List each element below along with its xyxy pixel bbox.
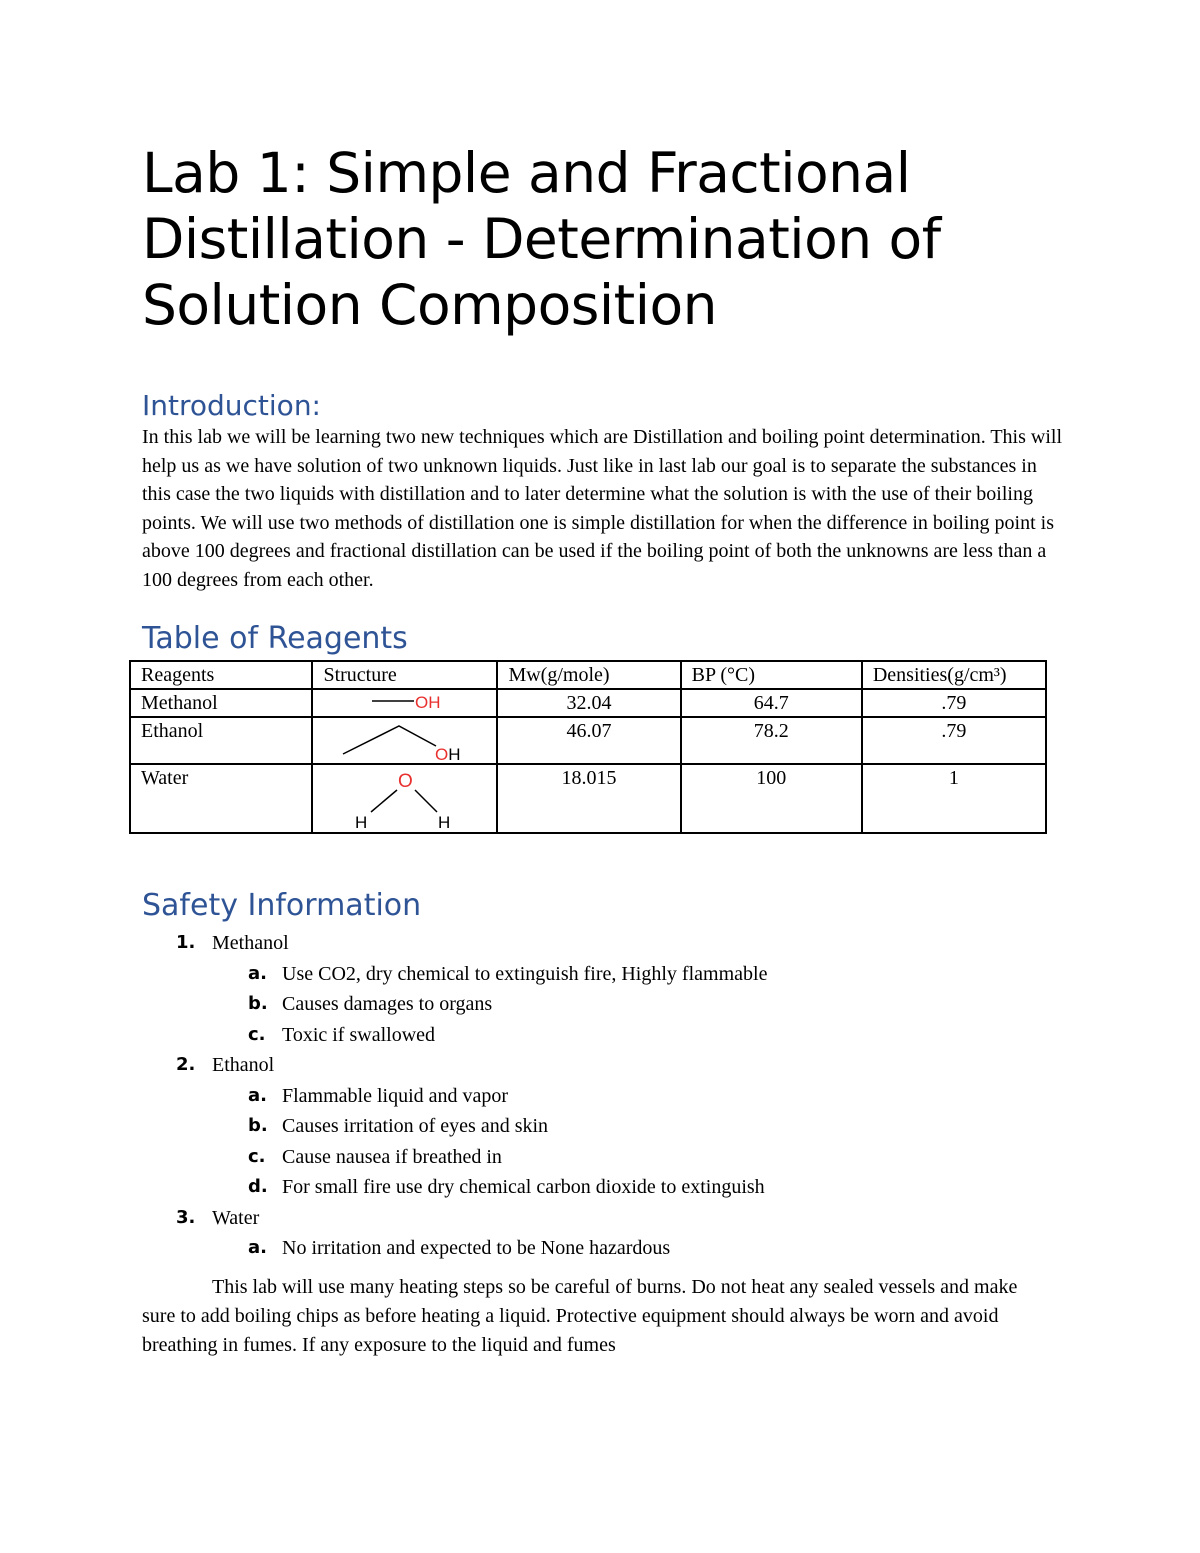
list-item [142, 1050, 1062, 1203]
table-row [130, 717, 1046, 764]
reagent-mw: 46.07 [497, 717, 680, 764]
water-hydrogen-right: H [438, 813, 451, 832]
reagent-bp: 100 [681, 764, 862, 833]
water-structure [312, 764, 497, 833]
methanol-oh-label: OH [415, 693, 441, 712]
list-item [212, 1020, 1062, 1051]
header-cell-bp: BP (°C) [681, 661, 862, 689]
list-marker: d. [248, 1176, 268, 1197]
list-marker: a. [248, 962, 267, 984]
list-marker: a. [248, 1084, 267, 1106]
reagent-name: Ethanol [130, 717, 312, 764]
safety-closing-paragraph: This lab will use many heating steps so be careful of burns. Do not heat any sealed vessels and make sure to add boiling chips as before heating a liquid. Protective equipment should always be worn and avoid breathing in fumes. If any exposure to the liquid and fumes [142, 1275, 1018, 1356]
list-item-text: For small fire use dry chemical carbon dioxide to extinguish [282, 1176, 765, 1198]
document-title [142, 140, 1062, 338]
list-item [212, 1233, 1062, 1264]
list-item [212, 1142, 1062, 1173]
safety-list [142, 928, 1062, 1264]
reagent-name: Water [130, 764, 312, 833]
list-item [212, 1111, 1062, 1142]
list-item-text: Use CO2, dry chemical to extinguish fire, Highly flammable [282, 962, 768, 985]
ethanol-bonds [343, 726, 436, 754]
reagent-name: Methanol [130, 689, 312, 717]
ethanol-structure [312, 717, 497, 764]
title-line-3: Solution Composition [142, 273, 718, 337]
list-item-text: Flammable liquid and vapor [282, 1084, 509, 1107]
reagent-density: .79 [862, 717, 1046, 764]
list-marker: 1. [176, 932, 196, 953]
water-oxygen-label: O [398, 771, 414, 792]
list-marker: c. [248, 1145, 266, 1167]
reagent-bp: 78.2 [681, 717, 862, 764]
header-cell-structure: Structure [312, 661, 497, 689]
ethanol-oh-label: OH [435, 745, 461, 763]
water-bond-left [371, 790, 397, 812]
reagent-mw: 18.015 [497, 764, 680, 833]
table-row [130, 764, 1046, 833]
title-line-1: Lab 1: Simple and Fractional [142, 141, 911, 205]
list-marker: c. [248, 1023, 266, 1045]
list-marker: b. [248, 993, 268, 1014]
table-row [130, 689, 1046, 717]
list-marker: 2. [176, 1054, 196, 1075]
list-item-text: Cause nausea if breathed in [282, 1145, 502, 1168]
sub-list [212, 1081, 1062, 1203]
sub-list [212, 1233, 1062, 1264]
list-item-label: Ethanol [212, 1054, 275, 1076]
methanol-structure-diagram [313, 690, 496, 716]
document-page [142, 140, 1062, 1360]
reagent-bp: 64.7 [681, 689, 862, 717]
water-hydrogen-left: H [355, 813, 368, 832]
list-item [142, 1203, 1062, 1264]
reagents-table-heading: Table of Reagents [142, 621, 408, 656]
list-item-text: No irritation and expected to be None hazardous [282, 1237, 671, 1259]
reagents-table [129, 660, 1047, 834]
list-marker: b. [248, 1115, 268, 1136]
title-line-2: Distillation - Determination of [142, 207, 941, 271]
list-item-label: Methanol [212, 932, 289, 954]
list-item-text: Causes damages to organs [282, 993, 493, 1015]
reagent-mw: 32.04 [497, 689, 680, 717]
introduction-heading: Introduction: [142, 389, 321, 422]
reagent-density: 1 [862, 764, 1046, 833]
list-item [212, 959, 1062, 990]
header-cell-density: Densities(g/cm³) [862, 661, 1046, 689]
list-marker: 3. [176, 1206, 196, 1228]
list-item [212, 989, 1062, 1020]
list-item-label: Water [212, 1206, 260, 1229]
header-cell-reagents: Reagents [130, 661, 312, 689]
list-item-text: Causes irritation of eyes and skin [282, 1115, 549, 1137]
list-item [212, 1081, 1062, 1112]
list-item [212, 1172, 1062, 1203]
reagent-density: .79 [862, 689, 1046, 717]
water-structure-diagram [313, 765, 496, 832]
header-cell-mw: Mw(g/mole) [497, 661, 680, 689]
list-marker: a. [248, 1237, 267, 1258]
list-item-text: Toxic if swallowed [282, 1023, 436, 1046]
methanol-structure [312, 689, 497, 717]
list-item [142, 928, 1062, 1050]
introduction-paragraph: In this lab we will be learning two new techniques which are Distillation and boiling point determination. This will help us as we have solution of two unknown liquids. Just like in last lab our goal is to separate the substances in this case the two liquids with distillation and to later determine what the solution is with the use of their boiling points. We will use two methods of distillation one is simple distillation for when the difference in boiling point is above 100 degrees and fractional distillation can be used if the boiling point of both the unknowns are less than a 100 degrees from each other. [142, 426, 1063, 591]
safety-heading: Safety Information [142, 888, 422, 923]
table-header-row [130, 661, 1046, 689]
ethanol-structure-diagram [313, 718, 496, 763]
sub-list [212, 959, 1062, 1051]
water-bond-right [415, 790, 437, 812]
